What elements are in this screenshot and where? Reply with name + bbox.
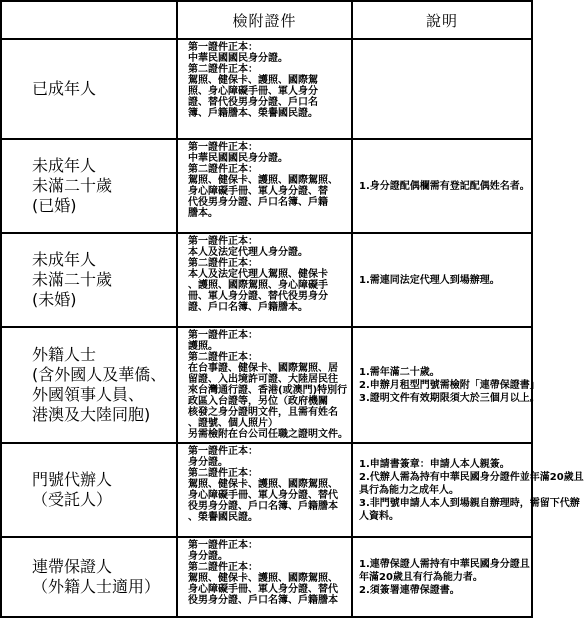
header-row — [1, 1, 532, 39]
header-category — [1, 1, 177, 39]
table-row — [1, 39, 532, 139]
documents-cell — [177, 39, 352, 139]
document-line: 冊、軍人身分證、替代役男身分 — [188, 291, 328, 302]
document-line: 政區入台證等，另位（政府機關 — [188, 396, 328, 407]
category-line: 已成年人 — [32, 79, 97, 98]
category-line: 連帶保證人 — [32, 557, 113, 576]
category-line: 未成年人 — [32, 250, 97, 269]
notes-cell — [352, 233, 532, 327]
category-line: 門號代辦人 — [32, 470, 113, 489]
document-line: 第二證件正本： — [188, 64, 258, 75]
table-row — [1, 443, 532, 537]
document-line: 來台灣通行證、香港(或澳門)特別行 — [188, 385, 348, 396]
document-line: 身分證。 — [188, 457, 228, 468]
document-line: 身分證。 — [188, 551, 228, 562]
notes-cell — [352, 443, 584, 537]
document-line: 身心障礙手冊、軍人身分證、替代 — [188, 584, 338, 595]
document-line: 第一證件正本： — [188, 330, 258, 341]
category-cell — [1, 233, 177, 327]
notes-cell — [352, 39, 532, 139]
category-line: (含外國人及華僑、 — [32, 365, 167, 384]
document-line: 駕照、健保卡、護照、國際駕 — [188, 75, 318, 86]
document-line: 簿、戶籍謄本、榮譽國民證。 — [188, 108, 318, 119]
header-documents: 檢附證件 — [177, 1, 352, 39]
document-line: 駕照、健保卡、護照、國際駕照、 — [188, 573, 338, 584]
document-line: 核發之身分證明文件，且需有姓名 — [188, 407, 338, 418]
note-line: 2.申辦月租型門號需檢附「連帶保證書」 — [359, 379, 540, 391]
document-line: 第二證件正本： — [188, 352, 258, 363]
category-cell — [1, 443, 177, 537]
document-line: 第二證件正本： — [188, 164, 258, 175]
notes-cell — [352, 537, 532, 617]
document-line: 在台事證、健保卡、國際駕照、居 — [188, 363, 338, 374]
category-cell — [1, 327, 177, 443]
table-row — [1, 327, 532, 443]
document-line: 、證號、個人照片） — [188, 418, 278, 429]
documents-cell — [177, 139, 352, 233]
category-line: （受託人） — [32, 490, 113, 509]
category-line: 外籍人士 — [32, 345, 97, 364]
document-line: 役男身分證、戶口名簿、戶籍謄本 — [188, 501, 338, 512]
table-row — [1, 139, 532, 233]
note-line: 1.需年滿二十歲。 — [359, 366, 440, 378]
document-line: 第一證件正本： — [188, 236, 258, 247]
note-line: 1.身分證配偶欄需有登記配偶姓名者。 — [359, 180, 530, 192]
category-line: （外籍人士適用） — [32, 577, 161, 596]
category-line: 外國領事人員、 — [32, 385, 145, 404]
document-line: 本人及法定代理人身分證。 — [188, 247, 308, 258]
document-line: 本人及法定代理人駕照、健保卡 — [188, 269, 328, 280]
notes-cell — [352, 327, 540, 443]
note-line: 1.連帶保證人需持有中華民國身分證且 — [359, 558, 530, 570]
document-line: 第一證件正本： — [188, 540, 258, 551]
documents-cell — [177, 443, 352, 537]
note-line: 2.代辦人需為持有中華民國身分證件並年滿20歲且 — [359, 471, 584, 483]
notes-cell — [352, 139, 532, 233]
note-line: 具行為能力之成年人。 — [359, 484, 459, 496]
category-line: (未婚) — [32, 290, 77, 309]
note-line: 3.證明文件有效期限須大於三個月以上。 — [359, 392, 540, 404]
document-line: 謄本。 — [188, 208, 218, 219]
category-line: 港澳及大陸同胞) — [32, 405, 151, 424]
document-line: 身心障礙手冊、軍人身分證、替代 — [188, 490, 338, 501]
document-line: 照、身心障礙手冊、軍人身分 — [188, 86, 318, 97]
document-line: 駕照、健保卡、護照、國際駕照、 — [188, 479, 338, 490]
documents-cell — [177, 233, 352, 327]
document-line: 第二證件正本： — [188, 468, 258, 479]
document-line: 另需檢附在台公司任職之證明文件。 — [188, 429, 348, 440]
document-line: 證、戶口名簿、戶籍謄本。 — [188, 302, 308, 313]
note-line: 3.非門號申請人本人到場親自辦理時，需留下代辦 — [359, 497, 580, 509]
note-line: 2.須簽署連帶保證書。 — [359, 584, 460, 596]
note-line: 人資料。 — [359, 510, 399, 522]
table-row — [1, 537, 532, 617]
document-line: 代役男身分證、戶口名簿、戶籍 — [188, 197, 328, 208]
document-line: 身心障礙手冊、軍人身分證、替 — [188, 186, 328, 197]
documents-cell — [177, 537, 352, 617]
document-line: 第二證件正本： — [188, 562, 258, 573]
documents-cell — [177, 327, 352, 443]
document-line: 第一證件正本： — [188, 42, 258, 53]
document-line: 駕照、健保卡、護照、國際駕照、 — [188, 175, 338, 186]
category-cell — [1, 537, 177, 617]
category-line: 未滿二十歲 — [32, 176, 113, 195]
category-line: 未成年人 — [32, 156, 97, 175]
document-line: 第一證件正本： — [188, 446, 258, 457]
document-line: 中華民國國民身分證。 — [188, 53, 288, 64]
document-line: 役男身分證、戶口名簿、戶籍謄本 — [188, 595, 338, 606]
category-line: (已婚) — [32, 196, 77, 215]
document-line: 、榮譽國民證。 — [188, 512, 258, 523]
document-line: 第一證件正本： — [188, 142, 258, 153]
document-line: 留證、入出境許可證、大陸居民往 — [188, 374, 338, 385]
note-line: 年滿20歲且有行為能力者。 — [359, 571, 483, 583]
header-notes: 說明 — [352, 1, 532, 39]
document-line: 護照。 — [188, 341, 218, 352]
note-line: 1.需連同法定代理人到場辦理。 — [359, 274, 500, 286]
note-line: 1.申請書簽章：申請人本人親簽。 — [359, 458, 510, 470]
category-cell — [1, 139, 177, 233]
category-line: 未滿二十歲 — [32, 270, 113, 289]
document-line: 、護照、國際駕照、身心障礙手 — [188, 280, 328, 291]
document-line: 中華民國國民身分證。 — [188, 153, 288, 164]
category-cell — [1, 39, 177, 139]
table-row — [1, 233, 532, 327]
document-line: 證、替代役男身分證、戶口名 — [188, 97, 318, 108]
document-line: 第二證件正本： — [188, 258, 258, 269]
